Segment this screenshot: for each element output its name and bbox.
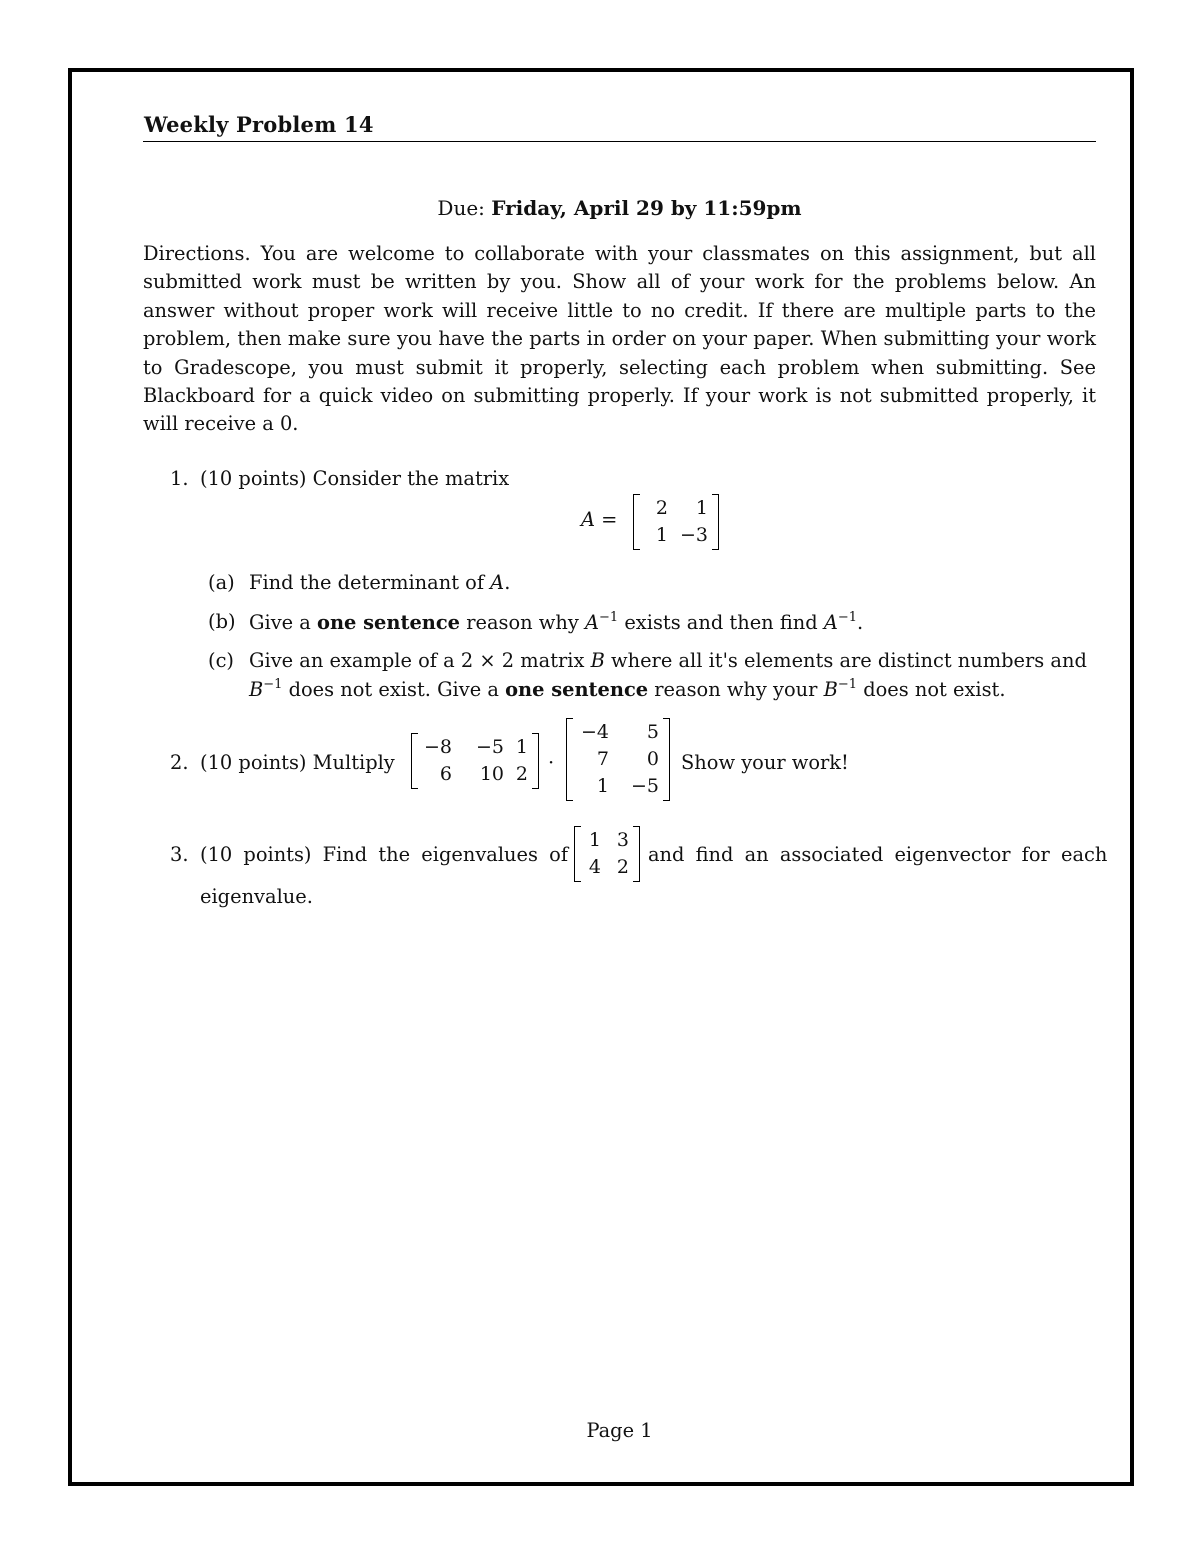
matrix-3x2: [566, 718, 670, 801]
matrix-a-cell: 2: [655, 497, 668, 519]
problem-2-text: (10 points) Multiply: [200, 751, 395, 774]
matrix-2x3-cell: 2: [515, 763, 528, 785]
matrix-eigen-cell: 1: [588, 829, 601, 851]
matrix-a-cell: 1: [695, 497, 708, 519]
problem-2-number: 2.: [170, 751, 189, 774]
part-c-line-2: $B^{-1}$ does not exist. Give a one sentence reason why your $B^{-1}$ does not exist.: [249, 677, 1006, 701]
multiply-dot: ·: [548, 751, 555, 774]
due-line: [143, 196, 1096, 220]
matrix-2x3-cell: 10: [479, 763, 504, 785]
part-a-text: Find the determinant of A.: [249, 571, 511, 594]
matrix-a-label: A =: [581, 508, 618, 531]
page-number: Page 1: [586, 1419, 653, 1442]
part-b-label: (b): [208, 610, 236, 633]
part-a-label: (a): [208, 571, 235, 594]
matrix-3x2-cell: 7: [596, 748, 609, 770]
matrix-eigen-cell: 4: [588, 856, 601, 878]
directions-paragraph: Directions. You are welcome to collaborate with your classmates on this assignment, but all submitted work must be written by you. Show all of your work for the problems below. An answer without proper work will receive little to no credit. If there are multiple parts to the problem, then make sure you have the parts in order on your paper. When submitting your work to Gradescope, you must submit it properly, selecting each problem when submitting. See Blackboard for a quick video on submitting properly. If your work is not submitted properly, it will receive a 0.: [143, 242, 1096, 436]
matrix-2x3-cell: 1: [515, 736, 528, 758]
matrix-3x2-cell: −5: [630, 775, 659, 797]
part-c-line-1: Give an example of a 2 × 2 matrix B where all it's elements are distinct numbers and: [249, 649, 1087, 672]
matrix-3x2-cell: −4: [580, 721, 609, 743]
problem-3-line-2: eigenvalue.: [200, 885, 313, 908]
page-title: Weekly Problem 14: [144, 112, 374, 137]
matrix-a-cell: 1: [655, 524, 668, 546]
part-b-text: Give a one sentence reason why $A^{-1}$ exists and then find $A^{-1}$.: [249, 610, 864, 634]
due-date: Friday, April 29 by 11:59pm: [491, 196, 802, 220]
part-c-label: (c): [208, 649, 234, 672]
due-prefix: Due:: [437, 196, 485, 220]
matrix-3x2-cell: 1: [596, 775, 609, 797]
matrix-eigen: [574, 826, 640, 882]
matrix-a: [633, 494, 719, 550]
problem-1-text: (10 points) Consider the matrix: [200, 467, 510, 490]
matrix-2x3-cell: −8: [423, 736, 452, 758]
problem-1-number: 1.: [170, 467, 189, 490]
matrix-3x2-cell: 5: [646, 721, 659, 743]
problem-3-number: 3.: [170, 843, 189, 866]
problem-3-text: (10 points) Find the eigenvalues of: [200, 843, 568, 866]
matrix-2x3-cell: −5: [475, 736, 504, 758]
matrix-eigen-cell: 2: [616, 856, 629, 878]
matrix-3x2-cell: 0: [646, 748, 659, 770]
matrix-2x3-cell: 6: [439, 763, 452, 785]
matrix-eigen-cell: 3: [616, 829, 629, 851]
header-rule: [143, 141, 1096, 142]
matrix-2x3: [411, 733, 539, 789]
problem-3-text-after: and find an associated eigenvector for each: [648, 843, 1108, 866]
show-work-text: Show your work!: [681, 751, 849, 774]
matrix-a-cell: −3: [679, 524, 708, 546]
